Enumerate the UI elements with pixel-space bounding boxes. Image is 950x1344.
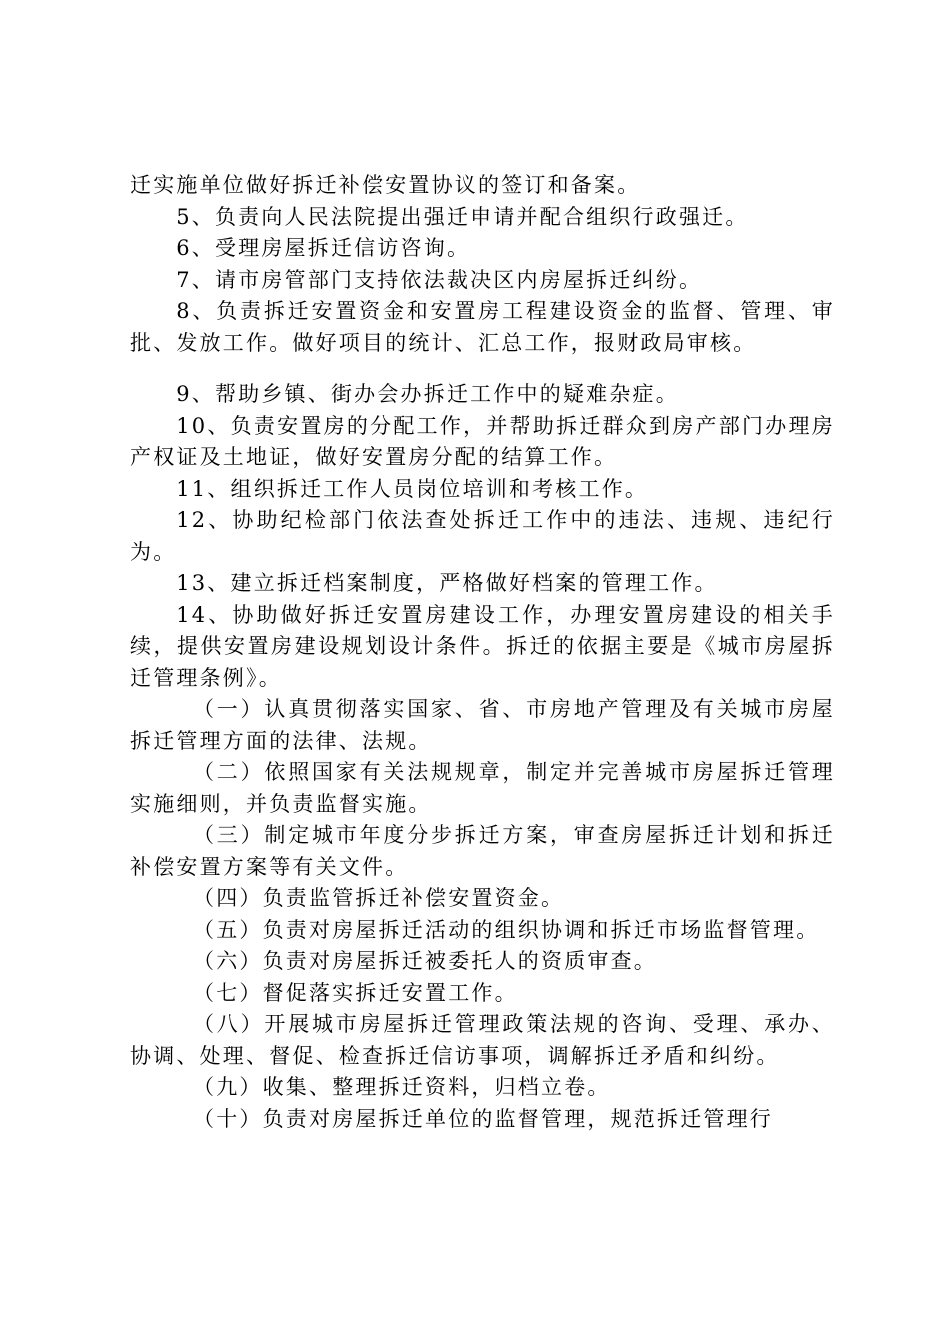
document-body xyxy=(130,170,835,1135)
paragraph-item-6: 6、受理房屋拆迁信访咨询。 xyxy=(176,236,471,260)
paragraph-sub-6: （六）负责对房屋拆迁被委托人的资质审查。 xyxy=(193,949,657,973)
paragraph-sub-5: （五）负责对房屋拆迁活动的组织协调和拆迁市场监督管理。 xyxy=(193,917,820,942)
paragraph-item-8: 8、负责拆迁安置资金和安置房工程建设资金的监督、管理、审批、发放工作。做好项目的统计、汇总工作，报财政局审核。 xyxy=(130,299,835,355)
paragraph-item-11: 11、组织拆迁工作人员岗位培训和考核工作。 xyxy=(176,476,649,501)
paragraph-sub-10: （十）负责对房屋拆迁单位的监督管理，规范拆迁管理行 xyxy=(193,1106,773,1131)
paragraph-sub-1: （一）认真贯彻落实国家、省、市房地产管理及有关城市房屋拆迁管理方面的法律、法规。 xyxy=(130,697,835,753)
paragraph-sub-2: （二）依照国家有关法规规章，制定并完善城市房屋拆迁管理实施细则，并负责监督实施。 xyxy=(130,760,835,816)
paragraph-item-7: 7、请市房管部门支持依法裁决区内房屋拆迁纠纷。 xyxy=(176,267,703,292)
paragraph-item-5: 5、负责向人民法院提出强迁申请并配合组织行政强迁。 xyxy=(176,204,749,229)
paragraph-sub-7: （七）督促落实拆迁安置工作。 xyxy=(193,980,518,1005)
paragraph-sub-3: （三）制定城市年度分步拆迁方案，审查房屋拆迁计划和拆迁补偿安置方案等有关文件。 xyxy=(130,823,835,879)
paragraph-item-13: 13、建立拆迁档案制度，严格做好档案的管理工作。 xyxy=(176,571,718,595)
paragraph-item-9: 9、帮助乡镇、街办会办拆迁工作中的疑难杂症。 xyxy=(176,382,679,406)
paragraph-item-14: 14、协助做好拆迁安置房建设工作，办理安置房建设的相关手续，提供安置房建设规划设计条件。拆迁的依据主要是《城市房屋拆迁管理条例》。 xyxy=(130,602,835,690)
paragraph-sub-4: （四）负责监管拆迁补偿安置资金。 xyxy=(193,886,565,910)
paragraph-sub-9: （九）收集、整理拆迁资料，归档立卷。 xyxy=(193,1075,611,1099)
paragraph-item-12: 12、协助纪检部门依法查处拆迁工作中的违法、违规、违纪行为。 xyxy=(130,508,835,564)
paragraph-item-10: 10、负责安置房的分配工作，并帮助拆迁群众到房产部门办理房产权证及土地证，做好安置房分配的结算工作。 xyxy=(130,413,835,469)
paragraph-sub-8: （八）开展城市房屋拆迁管理政策法规的咨询、受理、承办、协调、处理、督促、检查拆迁信访事项，调解拆迁矛盾和纠纷。 xyxy=(130,1012,835,1068)
paragraph-continuation: 迁实施单位做好拆迁补偿安置协议的签订和备案。 xyxy=(130,173,641,197)
